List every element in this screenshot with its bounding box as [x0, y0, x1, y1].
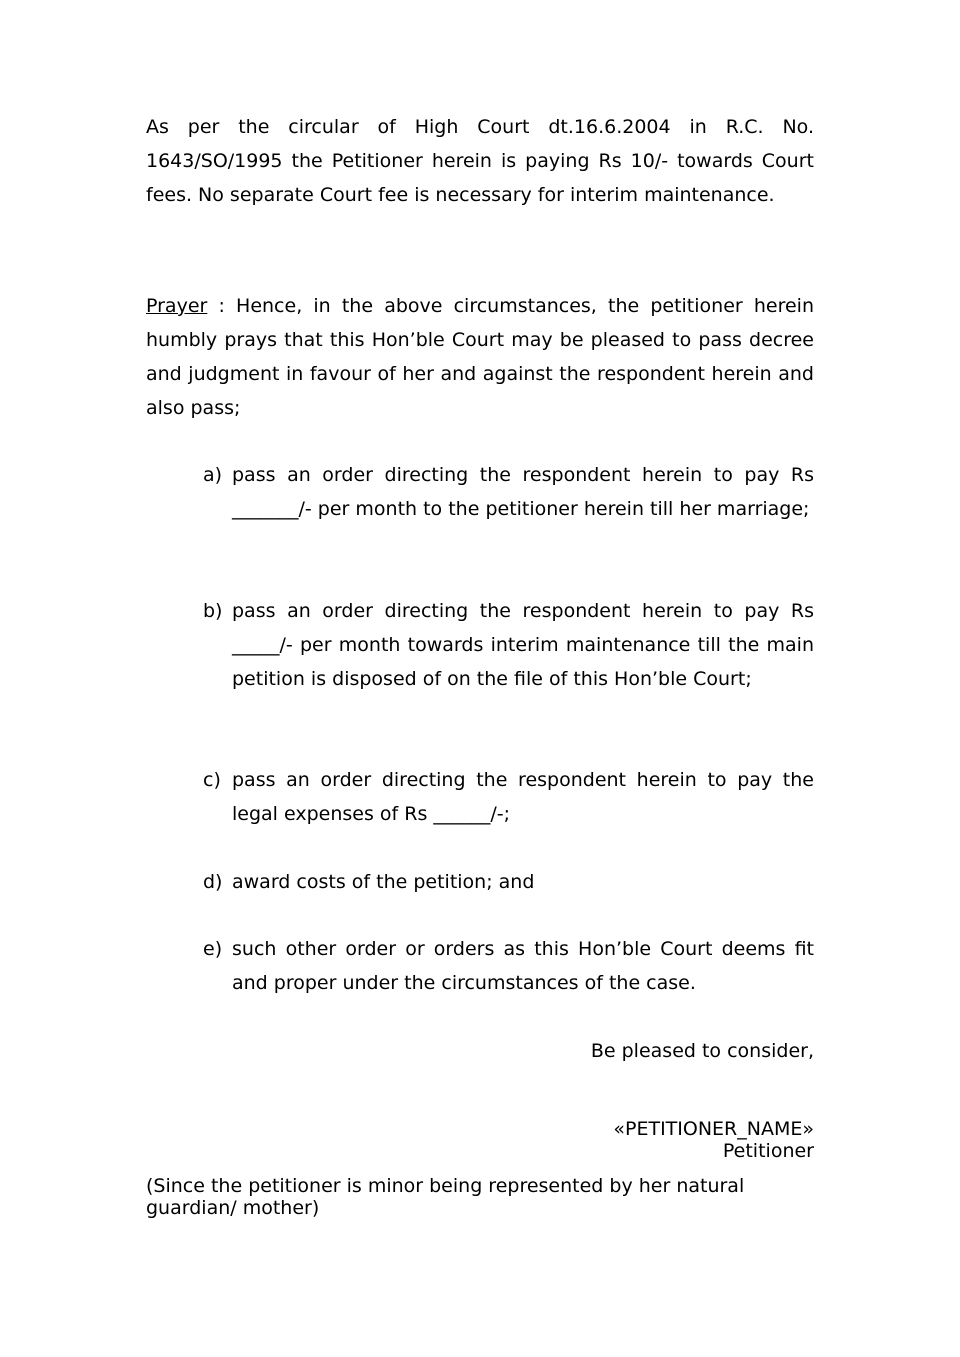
prayer-text: : Hence, in the above circumstances, the petitioner herein humbly prays that this Hon’ble Court may be pleased to pass decree and judgment in favour of her and against the respondent herein and also pass; [146, 295, 814, 419]
prayer-item-c [203, 763, 814, 831]
prayer-item-e [203, 932, 814, 1000]
prayer-item-d [203, 865, 814, 899]
prayer-item-b [203, 594, 814, 696]
item-marker: c) [203, 769, 221, 791]
item-marker: b) [203, 600, 223, 622]
closing-line: Be pleased to consider, [590, 1040, 814, 1062]
petitioner-role: Petitioner [722, 1140, 814, 1162]
item-marker: d) [203, 871, 223, 893]
item-text: pass an order directing the respondent herein to pay the legal expenses of Rs ______/-; [232, 769, 814, 825]
guardian-note: (Since the petitioner is minor being represented by her natural guardian/ mother) [146, 1175, 745, 1219]
prayer-item-a [203, 458, 814, 526]
signature-block [613, 1118, 814, 1162]
item-marker: a) [203, 464, 223, 486]
item-text: award costs of the petition; and [232, 871, 535, 893]
item-text: such other order or orders as this Hon’ble Court deems fit and proper under the circumstances of the case. [232, 938, 814, 994]
prayer-paragraph [146, 289, 814, 425]
petitioner-name-field: «PETITIONER_NAME» [613, 1118, 814, 1140]
item-text: pass an order directing the respondent herein to pay Rs _____/- per month towards interim maintenance till the main petition is disposed of on the file of this Hon’ble Court; [232, 600, 814, 690]
item-marker: e) [203, 938, 223, 960]
court-fee-paragraph: As per the circular of High Court dt.16.6.2004 in R.C. No. 1643/SO/1995 the Petitioner herein is paying Rs 10/- towards Court fees. No separate Court fee is necessary for interim maintenance. [146, 116, 814, 206]
item-text: pass an order directing the respondent herein to pay Rs _______/- per month to the petitioner herein till her marriage; [232, 464, 814, 520]
prayer-label: Prayer [146, 295, 208, 317]
